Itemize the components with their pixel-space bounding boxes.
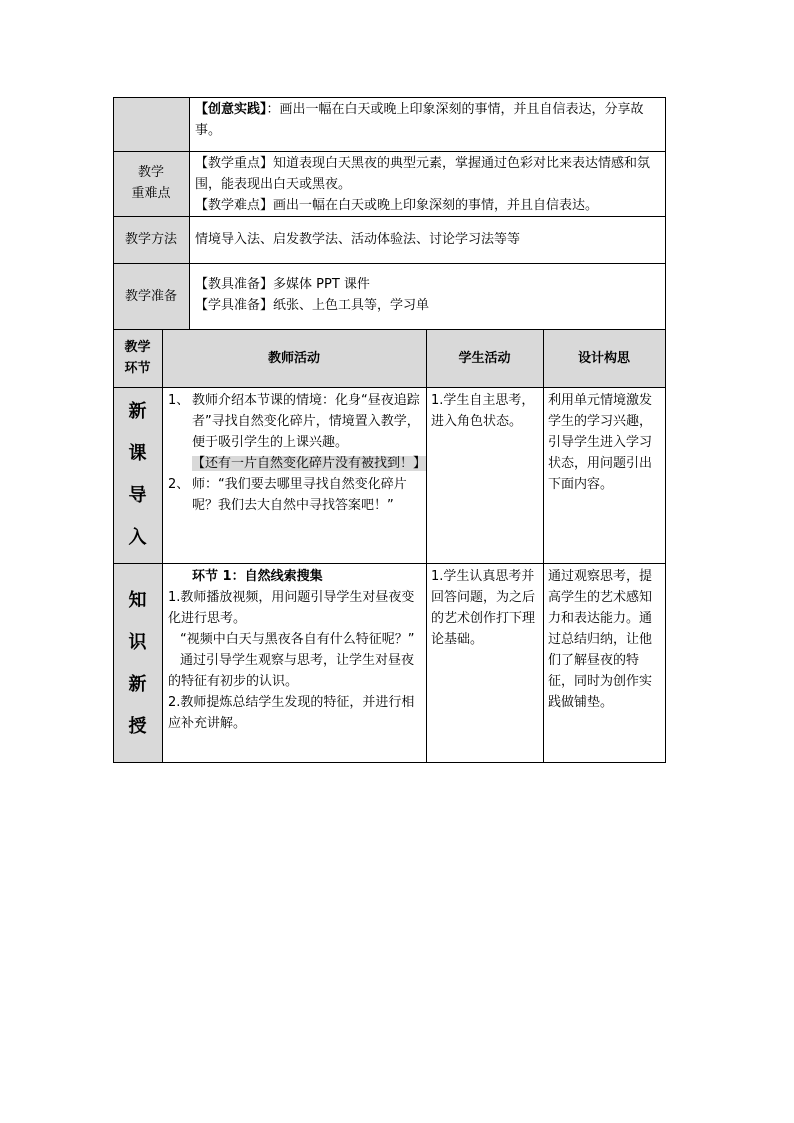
creative-label: 【创意实践】 bbox=[195, 102, 267, 117]
label-cell-top bbox=[113, 97, 189, 151]
section2-p3: 通过引导学生观察与思考，让学生对昼夜的特征有初步的认识。 bbox=[168, 653, 415, 689]
section2-p4: 2.教师提炼总结学生发现的特征，并进行相应补充讲解。 bbox=[168, 695, 415, 731]
teacher-prep: 【教具准备】多媒体 PPT 课件 bbox=[195, 277, 370, 292]
header-student: 学生活动 bbox=[458, 351, 511, 366]
key-point: 【教学重点】知道表现白天黑夜的典型元素，掌握通过色彩对比来表达情感和氛围，能表现出白天或黑夜。 bbox=[195, 156, 651, 192]
creative-practice-text bbox=[195, 99, 661, 141]
creative-body: ：画出一幅在白天或晚上印象深刻的事情，并且自信表达，分享故事。 bbox=[195, 102, 644, 138]
prep-label: 教学准备 bbox=[124, 289, 177, 304]
header-design: 设计构思 bbox=[577, 351, 630, 366]
section2-teacher-activity bbox=[168, 566, 422, 734]
section2-subtitle: 环节 1：自然线索搜集 bbox=[192, 569, 323, 584]
keypoints-content bbox=[195, 153, 661, 216]
section1-design: 利用单元情境激发学生的学习兴趣，引导学生进入学习状态，用问题引出下面内容。 bbox=[548, 393, 653, 492]
keypoints-label: 教学 重难点 bbox=[131, 165, 171, 201]
section2-p1: 1.教师播放视频，用问题引导学生对昼夜变化进行思考。 bbox=[168, 590, 415, 626]
teacher-item-2: 2、 师：“我们要去哪里寻找自然变化碎片呢？我们去大自然中寻找答案吧！” bbox=[168, 477, 407, 513]
section2-student-activity: 1.学生认真思考并回答问题，为之后的艺术创作打下理论基础。 bbox=[431, 569, 536, 647]
header-stage: 教学 环节 bbox=[124, 340, 151, 376]
section2-p2: “视频中白天与黑夜各自有什么特征呢？” bbox=[180, 632, 415, 647]
stage-new-lesson-intro: 新 课 导 入 bbox=[128, 401, 147, 548]
section2-design: 通过观察思考，提高学生的艺术感知力和表达能力。通过总结归纳，让他们了解昼夜的特征，同时为创作实践做铺垫。 bbox=[548, 569, 653, 710]
section1-teacher-activity bbox=[168, 390, 427, 516]
difficult-point: 【教学难点】画出一幅在白天或晚上印象深刻的事情，并且自信表达。 bbox=[195, 198, 599, 213]
prep-content bbox=[195, 274, 661, 316]
teacher-item-1-highlight: 【还有一片自然变化碎片没有被找到！】 bbox=[192, 456, 427, 471]
methods-text: 情境导入法、启发教学法、活动体验法、讨论学习法等等 bbox=[195, 232, 521, 247]
stage-knowledge-teaching: 知 识 新 授 bbox=[128, 590, 147, 737]
section1-student-activity: 1.学生自主思考，进入角色状态。 bbox=[431, 393, 535, 429]
methods-label: 教学方法 bbox=[124, 232, 177, 247]
student-prep: 【学具准备】纸张、上色工具等，学习单 bbox=[195, 298, 430, 313]
teacher-item-1: 1、 教师介绍本节课的情境：化身“昼夜追踪者”寻找自然变化碎片，情境置入教学，便于吸引学生的上课兴趣。 bbox=[168, 393, 420, 450]
header-teacher: 教师活动 bbox=[267, 351, 320, 366]
